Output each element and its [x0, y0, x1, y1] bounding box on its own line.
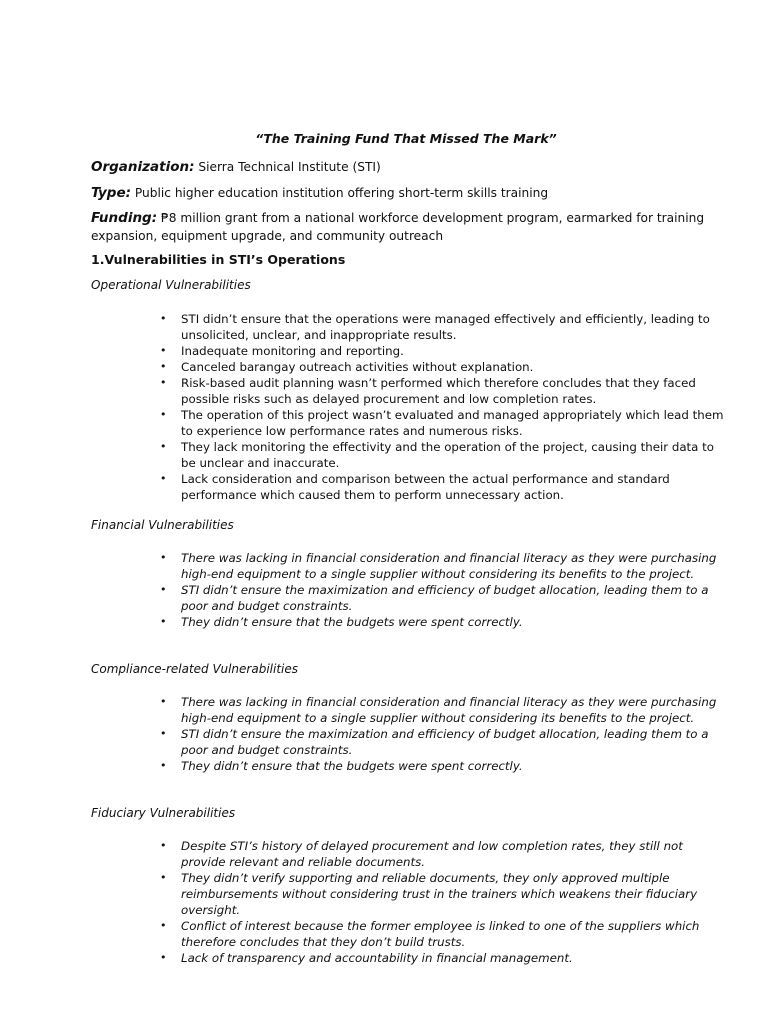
list-item-text: There was lacking in financial consideration and financial literacy as they were purchasing high-end equipment to a single supplier without considering its benefits to the project. — [181, 695, 717, 725]
bullet-icon: • — [160, 408, 167, 421]
organization-value: Sierra Technical Institute (STI) — [194, 160, 381, 174]
bullet-icon: • — [160, 871, 167, 884]
financial-list — [160, 550, 730, 630]
bullet-icon: • — [160, 951, 167, 964]
list-item — [160, 439, 730, 471]
list-item-text: STI didn’t ensure that the operations were managed effectively and efficiently, leading to unsolicited, unclear, and inappropriate results. — [181, 312, 710, 342]
list-item-text: STI didn’t ensure the maximization and efficiency of budget allocation, leading them to a poor and budget constraints. — [181, 583, 709, 613]
list-item — [160, 471, 730, 503]
operational-heading: Operational Vulnerabilities — [91, 278, 251, 292]
list-item-text: Despite STI’s history of delayed procurement and low completion rates, they still not provide relevant and reliable documents. — [181, 839, 683, 869]
fiduciary-heading: Fiduciary Vulnerabilities — [91, 806, 236, 820]
bullet-icon: • — [160, 727, 167, 740]
bullet-icon: • — [160, 839, 167, 852]
bullet-icon: • — [160, 344, 167, 357]
bullet-icon: • — [160, 919, 167, 932]
bullet-icon: • — [160, 615, 167, 628]
list-item — [160, 870, 730, 918]
list-item-text: The operation of this project wasn’t evaluated and managed appropriately which lead them to experience low performance rates and numerous risks. — [181, 408, 724, 438]
bullet-icon: • — [160, 376, 167, 389]
list-item — [160, 694, 730, 726]
list-item — [160, 950, 730, 966]
organization-line — [91, 158, 731, 176]
list-item — [160, 311, 730, 343]
bullet-icon: • — [160, 472, 167, 485]
document-title: “The Training Fund That Missed The Mark” — [255, 131, 557, 146]
operational-list — [160, 311, 730, 503]
list-item-text: They lack monitoring the effectivity and the operation of the project, causing their data to be unclear and inaccurate. — [181, 440, 715, 470]
bullet-icon: • — [160, 583, 167, 596]
list-item — [160, 726, 730, 758]
bullet-icon: • — [160, 312, 167, 325]
bullet-icon: • — [160, 360, 167, 373]
list-item-text: Inadequate monitoring and reporting. — [181, 344, 404, 358]
list-item — [160, 343, 730, 359]
list-item-text: They didn’t ensure that the budgets were spent correctly. — [181, 759, 523, 773]
type-label: Type: — [91, 185, 131, 201]
fiduciary-list — [160, 838, 730, 966]
list-item — [160, 758, 730, 774]
funding-value: ₱8 million grant from a national workforce development program, earmarked for training expansion, equipment upgrade, and community outreach — [91, 211, 705, 243]
list-item — [160, 359, 730, 375]
organization-label: Organization: — [91, 159, 195, 175]
list-item — [160, 614, 730, 630]
list-item — [160, 550, 730, 582]
bullet-icon: • — [160, 440, 167, 453]
list-item-text: Risk-based audit planning wasn’t performed which therefore concludes that they faced possible risks such as delayed procurement and low completion rates. — [181, 376, 696, 406]
list-item-text: There was lacking in financial consideration and financial literacy as they were purchasing high-end equipment to a single supplier without considering its benefits to the project. — [181, 551, 717, 581]
list-item — [160, 582, 730, 614]
list-item — [160, 375, 730, 407]
funding-label: Funding: — [91, 210, 158, 226]
compliance-list — [160, 694, 730, 774]
list-item-text: Conflict of interest because the former employee is linked to one of the suppliers which therefore concludes that they don’t build trusts. — [181, 919, 700, 949]
list-item — [160, 407, 730, 439]
list-item — [160, 838, 730, 870]
type-line — [91, 184, 731, 202]
list-item — [160, 918, 730, 950]
list-item-text: They didn’t ensure that the budgets were spent correctly. — [181, 615, 523, 629]
list-item-text: Lack of transparency and accountability in financial management. — [181, 951, 573, 965]
bullet-icon: • — [160, 551, 167, 564]
list-item-text: Lack consideration and comparison between the actual performance and standard performance which caused them to perform unnecessary action. — [181, 472, 670, 502]
type-value: Public higher education institution offering short-term skills training — [131, 186, 549, 200]
bullet-icon: • — [160, 759, 167, 772]
bullet-icon: • — [160, 695, 167, 708]
list-item-text: STI didn’t ensure the maximization and efficiency of budget allocation, leading them to a poor and budget constraints. — [181, 727, 709, 757]
list-item-text: They didn’t verify supporting and reliable documents, they only approved multiple reimbursements without considering trust in the trainers which weakens their fiduciary oversight. — [181, 871, 698, 917]
list-item-text: Canceled barangay outreach activities without explanation. — [181, 360, 534, 374]
compliance-heading: Compliance-related Vulnerabilities — [91, 662, 298, 676]
financial-heading: Financial Vulnerabilities — [91, 518, 234, 532]
funding-line — [91, 209, 731, 245]
section-heading: 1.Vulnerabilities in STI’s Operations — [91, 252, 346, 267]
